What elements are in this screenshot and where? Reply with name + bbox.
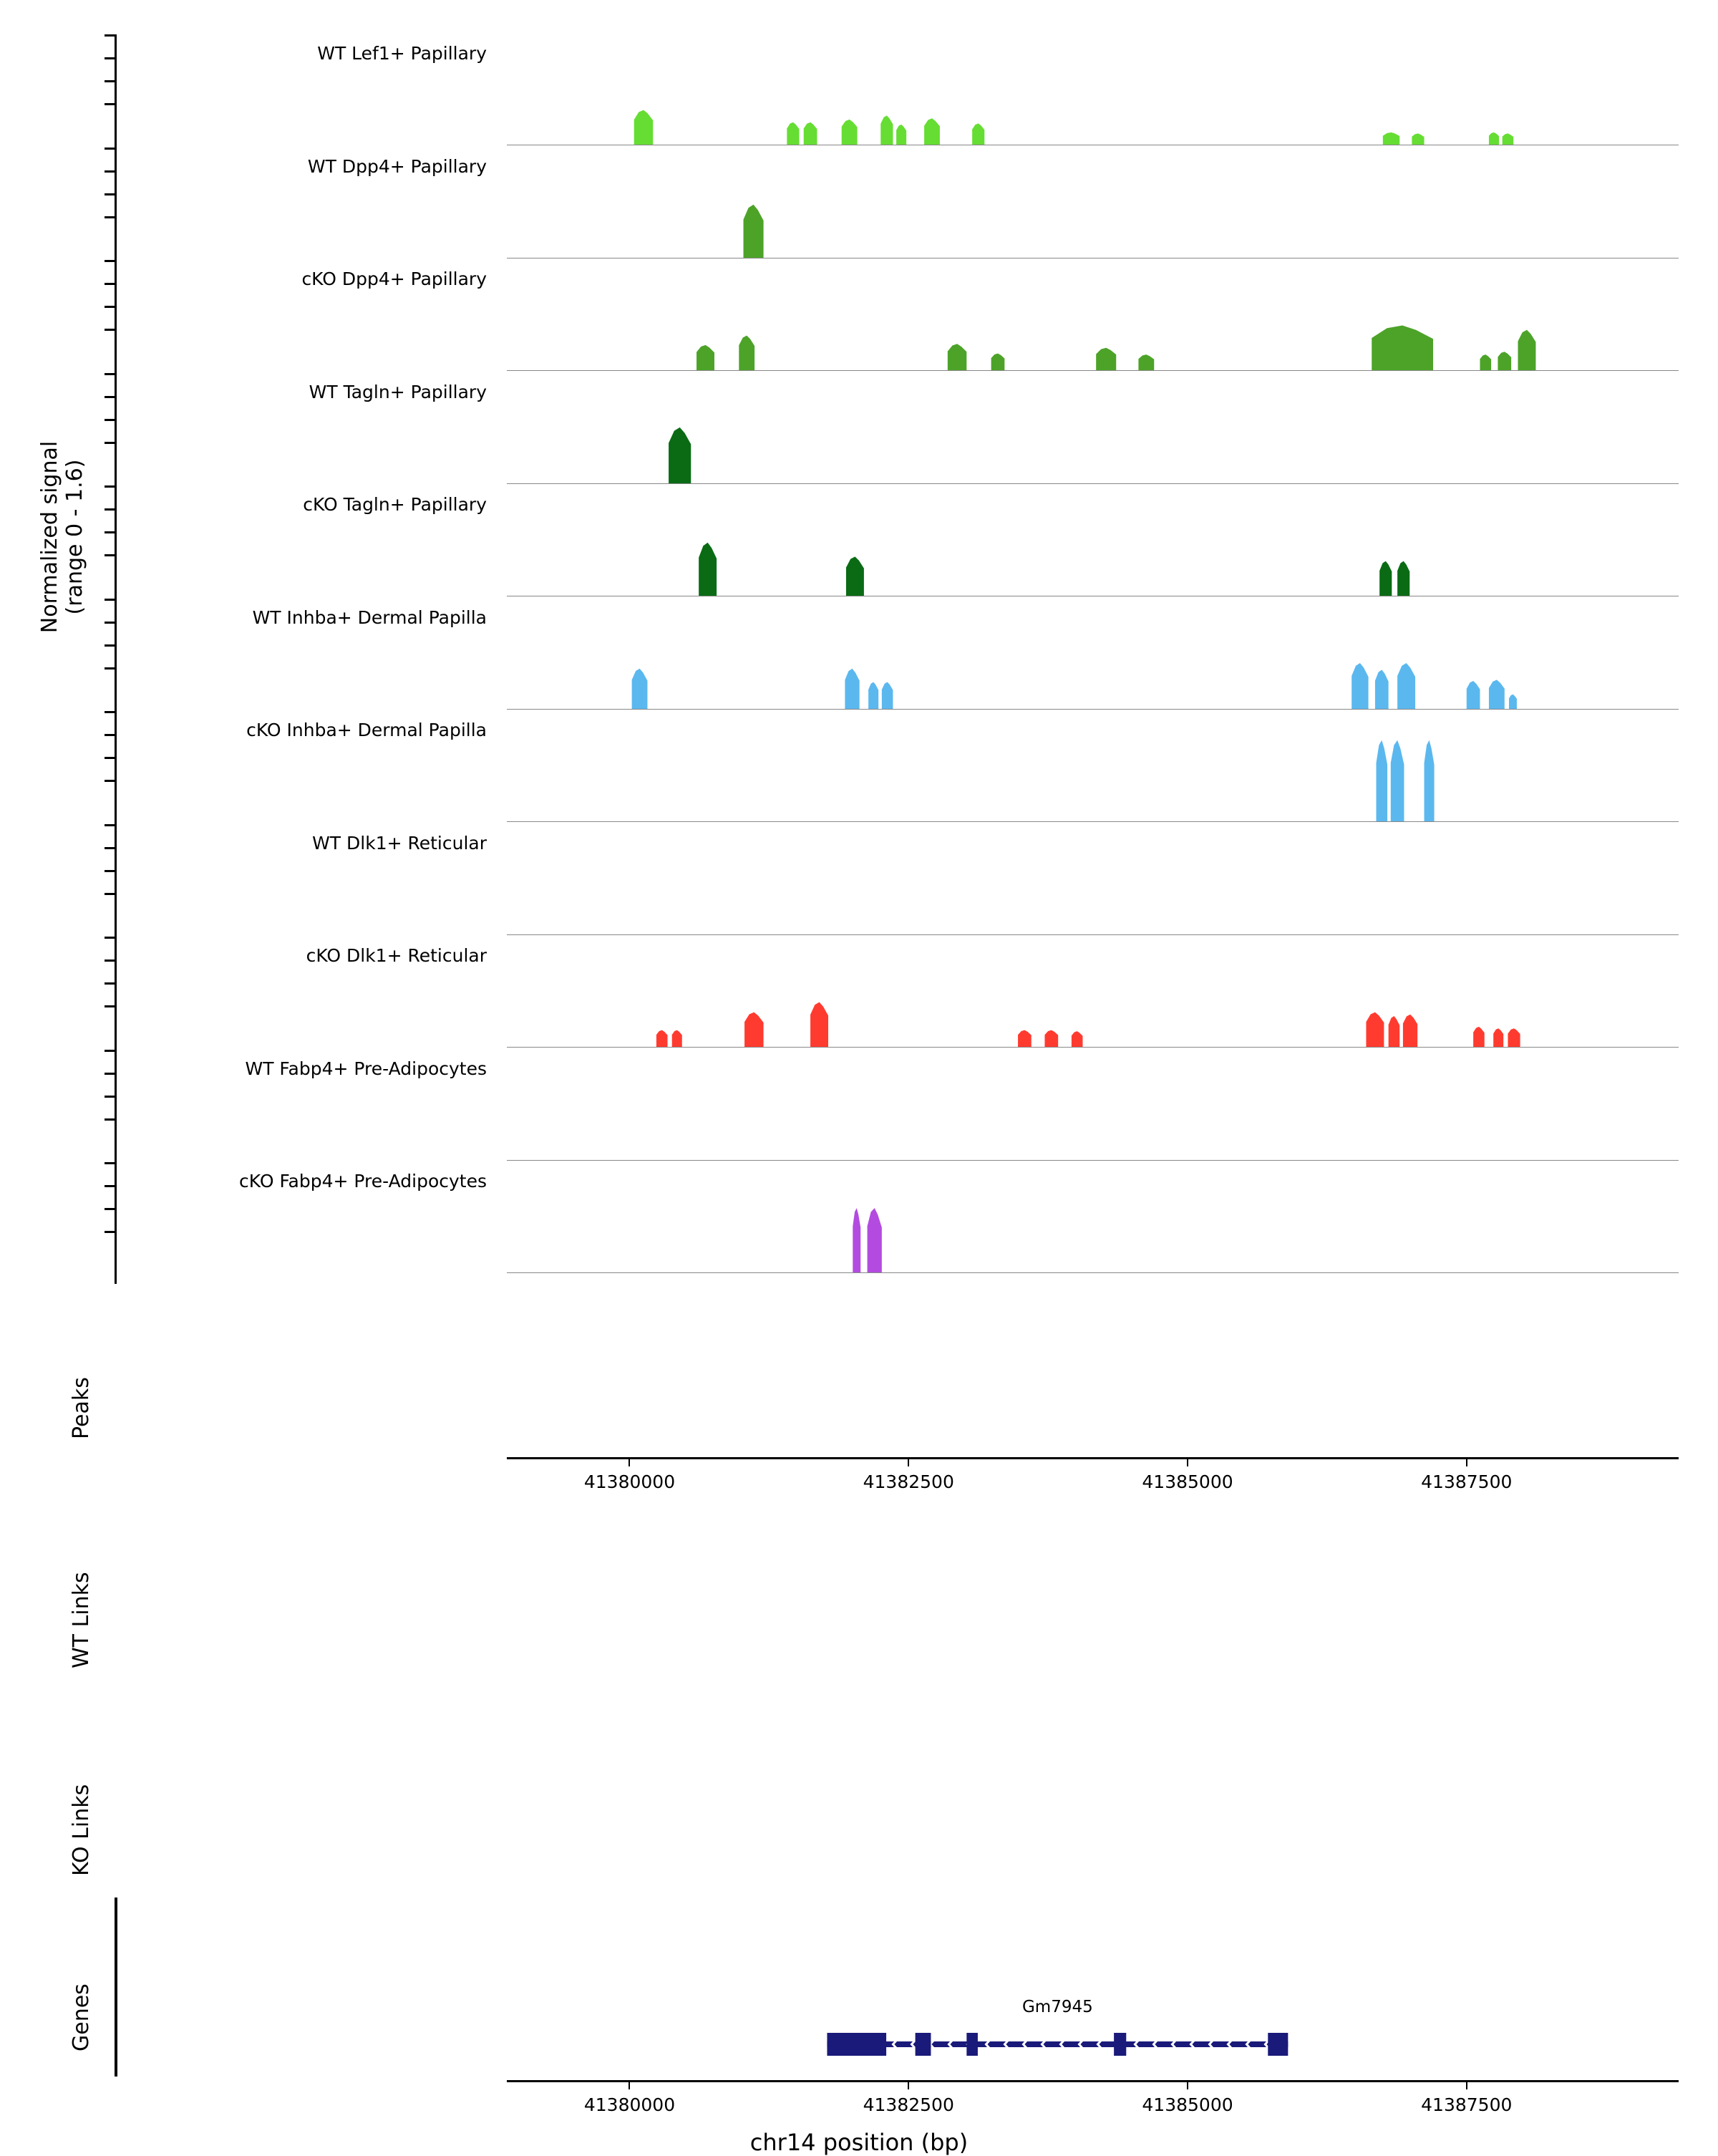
track-label-1: WT Dpp4+ Papillary (307, 155, 487, 177)
xaxis-bottom-ticklabel-1: 41382500 (863, 2094, 954, 2115)
axis-tick (105, 599, 116, 601)
track-signal-8 (507, 957, 1679, 1047)
track-label-10: cKO Fabp4+ Pre-Adipocytes (239, 1171, 487, 1191)
wt-links-section-label: WT Links (69, 1572, 94, 1668)
xaxis-top-ticklabel-3: 41387500 (1421, 1471, 1513, 1492)
xaxis-bottom-ticklabel-2: 41385000 (1142, 2094, 1233, 2115)
axis-tick (105, 1096, 116, 1098)
axis-tick (105, 329, 116, 331)
xaxis-top-tick-2 (1187, 1459, 1188, 1466)
axis-tick (105, 531, 116, 533)
track-label-3: WT Tagln+ Papillary (309, 381, 487, 402)
track-label-2: cKO Dpp4+ Papillary (301, 269, 487, 289)
ko-links-section-label: KO Links (69, 1784, 94, 1876)
track-signal-6 (507, 732, 1679, 821)
track-label-6: cKO Inhba+ Dermal Papilla (246, 720, 487, 740)
genes-section-label: Genes (69, 1983, 94, 2051)
gene-model-0 (507, 2029, 1679, 2060)
axis-tick (105, 1208, 116, 1210)
track-signal-7 (507, 845, 1679, 934)
axis-tick (105, 148, 116, 150)
xaxis-bottom-line (507, 2080, 1679, 2082)
xaxis-top-ticklabel-0: 41380000 (583, 1471, 676, 1492)
axis-tick (105, 870, 116, 872)
axis-tick (105, 824, 116, 826)
track-signal-4 (507, 506, 1679, 596)
track-baseline-8 (507, 1047, 1679, 1048)
xaxis-bottom-ticklabel-0: 41380000 (583, 2094, 676, 2115)
axis-tick (105, 80, 116, 82)
axis-tick (105, 1231, 116, 1233)
xaxis-title: chr14 position (bp) (749, 2129, 969, 2156)
track-baseline-9 (507, 1160, 1679, 1161)
axis-tick (105, 419, 116, 421)
axis-tick (105, 711, 116, 713)
axis-tick (105, 193, 116, 195)
track-signal-9 (507, 1070, 1679, 1160)
track-baseline-5 (507, 709, 1679, 710)
track-baseline-10 (507, 1272, 1679, 1273)
signal-axis-label-line2: (range 0 - 1.6) (62, 459, 87, 615)
track-signal-3 (507, 394, 1679, 483)
axis-tick (105, 667, 116, 669)
axis-tick (105, 937, 116, 939)
axis-tick (105, 1118, 116, 1121)
xaxis-bottom-ticklabel-3: 41387500 (1421, 2094, 1513, 2115)
axis-tick (105, 1162, 116, 1164)
axis-tick (105, 982, 116, 985)
axis-tick (105, 216, 116, 218)
track-baseline-3 (507, 483, 1679, 484)
axis-tick (105, 780, 116, 782)
xaxis-top-tick-0 (629, 1459, 630, 1466)
track-signal-5 (507, 619, 1679, 709)
track-label-0: WT Lef1+ Papillary (317, 43, 487, 64)
track-label-4: cKO Tagln+ Papillary (303, 494, 487, 515)
peaks-section-label: Peaks (69, 1377, 94, 1439)
track-signal-2 (507, 281, 1679, 370)
axis-tick (105, 103, 116, 105)
xaxis-top-ticklabel-1: 41382500 (863, 1471, 954, 1492)
xaxis-top-tick-1 (908, 1459, 909, 1466)
axis-tick (105, 485, 116, 488)
axis-tick (105, 34, 116, 37)
track-label-9: WT Fabp4+ Pre-Adipocytes (245, 1058, 487, 1079)
gene-name-0: Gm7945 (1021, 1998, 1093, 2016)
axis-tick (105, 442, 116, 444)
axis-tick (105, 260, 116, 262)
track-signal-0 (507, 55, 1679, 145)
genes-panel-spine (115, 1898, 117, 2077)
axis-tick (105, 893, 116, 895)
xaxis-bottom-tick-3 (1466, 2082, 1467, 2089)
track-signal-1 (507, 168, 1679, 258)
axis-tick (105, 1005, 116, 1007)
xaxis-bottom-tick-0 (629, 2082, 630, 2089)
xaxis-top-ticklabel-2: 41385000 (1142, 1471, 1233, 1492)
track-baseline-7 (507, 934, 1679, 935)
axis-tick (105, 757, 116, 759)
axis-tick (105, 554, 116, 556)
track-label-8: cKO Dlk1+ Reticular (306, 945, 487, 966)
track-label-7: WT Dlk1+ Reticular (312, 832, 487, 854)
axis-tick (105, 644, 116, 647)
axis-tick (105, 306, 116, 308)
xaxis-top-tick-3 (1466, 1459, 1467, 1466)
track-baseline-2 (507, 370, 1679, 371)
xaxis-top-line (507, 1457, 1679, 1459)
track-label-5: WT Inhba+ Dermal Papilla (252, 606, 487, 628)
xaxis-bottom-tick-2 (1187, 2082, 1188, 2089)
axis-tick (105, 1050, 116, 1052)
axis-tick (105, 373, 116, 375)
xaxis-bottom-tick-1 (908, 2082, 909, 2089)
track-baseline-6 (507, 821, 1679, 822)
track-signal-10 (507, 1183, 1679, 1272)
signal-axis-label (37, 179, 87, 895)
signal-axis-label-line1: Normalized signal (37, 440, 62, 634)
